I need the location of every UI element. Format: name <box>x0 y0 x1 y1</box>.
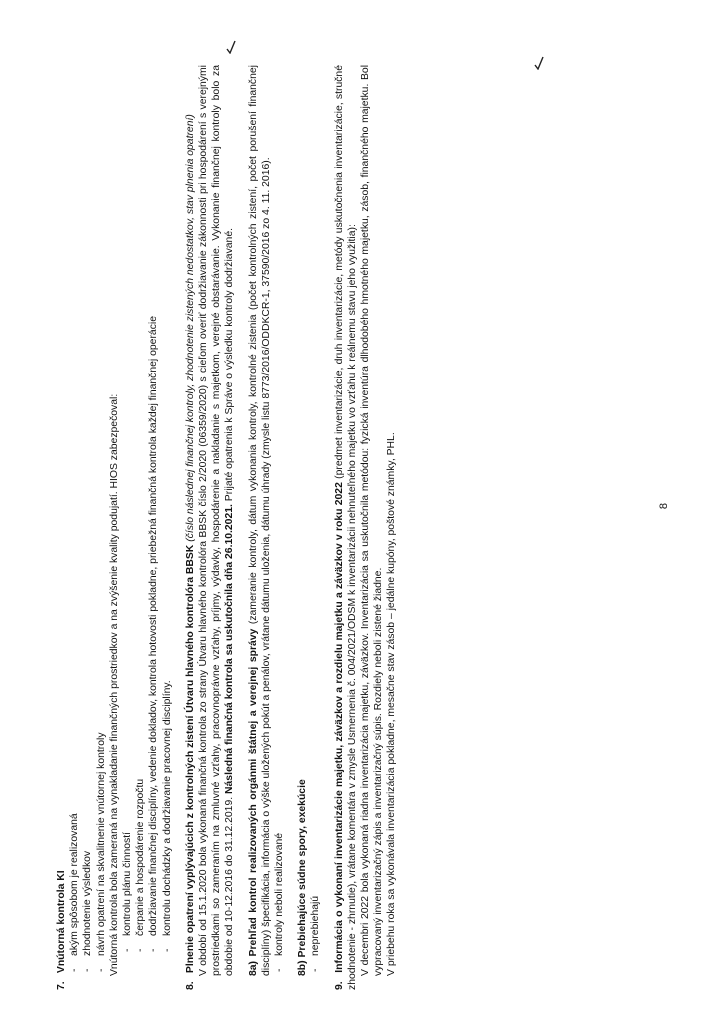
list-item: - kontrolu dochádzky a dodržiavanie pracovnej disciplíny. <box>161 65 174 956</box>
section-7-heading <box>55 65 68 990</box>
section-9-heading <box>333 65 359 990</box>
section-8b-list <box>309 65 322 990</box>
section-8-body-tail: Prijaté opatrenia k Správe o výsledku kontroly dodržiavané. <box>224 228 236 505</box>
section-8a-list <box>273 65 286 990</box>
list-item: - zhodnotenie výsledkov <box>81 65 94 976</box>
section-8-number: 8. <box>184 981 196 990</box>
section-9-intro: (predmet inventarizácie, druh inventarizácie, metódy uskutočnenia inventarizácie, stručné zhodnotenie - zhrnutie), vrátane komentára v zmysle Usmernenia č. 004/2021/ODSM k inventarizácii nehnuteľného majetku vo vzťahu k reálnemu stavu jeho využitia): <box>333 65 358 990</box>
section-8 <box>184 65 237 990</box>
section-8-body-text: V období od 15.1.2020 bola vykonaná finančná kontrola zo strany Útvaru hlavného kontrolóra BBSK číslo 2/2020 (06359/2020) s cieľom overiť dodržiavanie zákonnosti pri hospodárení s verejnými prostriedkami so zameraním na zmluvné vzťahy, pracovnoprávne vzťahy, príjmy, výdavky, hospodárenie a nakladanie s majetkom, verejné obstarávanie. Vykonanie finančnej kontroly bolo za obdobie od 10-12.2016 do 31.12.2019. <box>198 65 236 976</box>
section-8a-number: 8a) <box>247 960 259 976</box>
section-9-number: 9. <box>333 981 345 990</box>
list-item: - akým spôsobom je realizovaná <box>68 65 81 976</box>
list-item: - dodržiavanie finančnej disciplíny, vedenie dokladov, kontrola hotovosti pokladne, priebežná finančná kontrola každej finančnej operácie <box>147 65 160 956</box>
list-item: - kontrolu plánu činností <box>121 65 134 956</box>
check-mark-icon <box>534 56 544 70</box>
section-8b-number: 8b) <box>297 960 309 976</box>
check-mark-icon <box>226 40 236 54</box>
list-item: - neprebiehajú <box>309 65 322 976</box>
section-9-paragraph-2: V decembri 2022 bola vykonaná riadna inventarizácia majetku, záväzkov. Inventarizácia sa uskutočnila metódou: fyzická inventúra dlhodobého hmotného majetku, zásob, finančného majetku. Bol vypracovaný inventarizačný zápis a inventarizačný súpis. Rozdiely neboli zistené žiadne. <box>360 65 385 976</box>
section-8a <box>247 65 287 990</box>
section-9 <box>333 65 399 990</box>
list-item: - čerpanie a hospodárenie rozpočtu <box>134 65 147 956</box>
section-7-title: Vnútorná kontrola KI <box>56 870 67 974</box>
section-8a-title: Prehľad kontrol realizovaných orgánmi štátnej a verejnej správy <box>247 628 259 957</box>
list-item: - kontroly neboli realizované <box>273 65 286 976</box>
section-8b-title: Prebiehajúce súdne spory, exekúcie <box>297 779 309 958</box>
section-8a-body: (zameranie kontroly, dátum vykonania kontroly, kontrolné zistenia (počet kontrolných zistení, počet porušení finančnej disciplíny) špecifikácia, informácia o výške uložených pokút a penálov, vrátane dátumu uloženia, dátumu úhrady (zmysle listu 8773/2016/ODDKCR-1, 37590/2016 zo 4. 11. 2016). <box>247 65 272 976</box>
section-8-body-bold: Následná finančná kontrola sa uskutočnila dňa 26.10.2021. <box>224 504 236 794</box>
section-8-title: Plnenie opatrení vyplývajúcich z kontrolných zistení Útvaru hlavného kontrolóra BBSK <box>184 544 196 974</box>
section-7-intro: Vnútorná kontrola bola zameraná na vynakladanie finančných prostriedkov a na zvýšenie kvality podujatí. HIOS zabezpečoval: <box>108 393 120 976</box>
section-7 <box>55 65 174 990</box>
section-7-sublist <box>121 65 174 990</box>
rotated-content <box>55 65 535 990</box>
section-8-body <box>197 65 237 990</box>
section-8b <box>296 65 322 990</box>
section-9-paragraph-3: V priebehu roka sa vykonávala inventarizácia pokladne, mesačne stav zásob – jedálne kupóny, poštové známky, PHL. <box>386 432 398 976</box>
section-7-number: 7. <box>56 981 67 990</box>
list-item: - návrh opatrení na skvalitnenie vnútornej kontroly <box>95 65 108 976</box>
section-8a-paragraph <box>247 65 273 990</box>
section-8-heading <box>184 65 197 990</box>
section-8b-heading <box>296 65 309 990</box>
section-9-title: Informácia o vykonaní inventarizácie majetku, záväzkov a rozdielu majetku a záväzkov v roku 2022 <box>333 482 345 973</box>
page-number: 8 <box>658 502 671 510</box>
section-8-title-note: (číslo následnej finančnej kontroly, zhodnotenie zistených nedostatkov, stav plnenia opatrení) <box>184 114 196 542</box>
section-7-list <box>68 65 108 990</box>
